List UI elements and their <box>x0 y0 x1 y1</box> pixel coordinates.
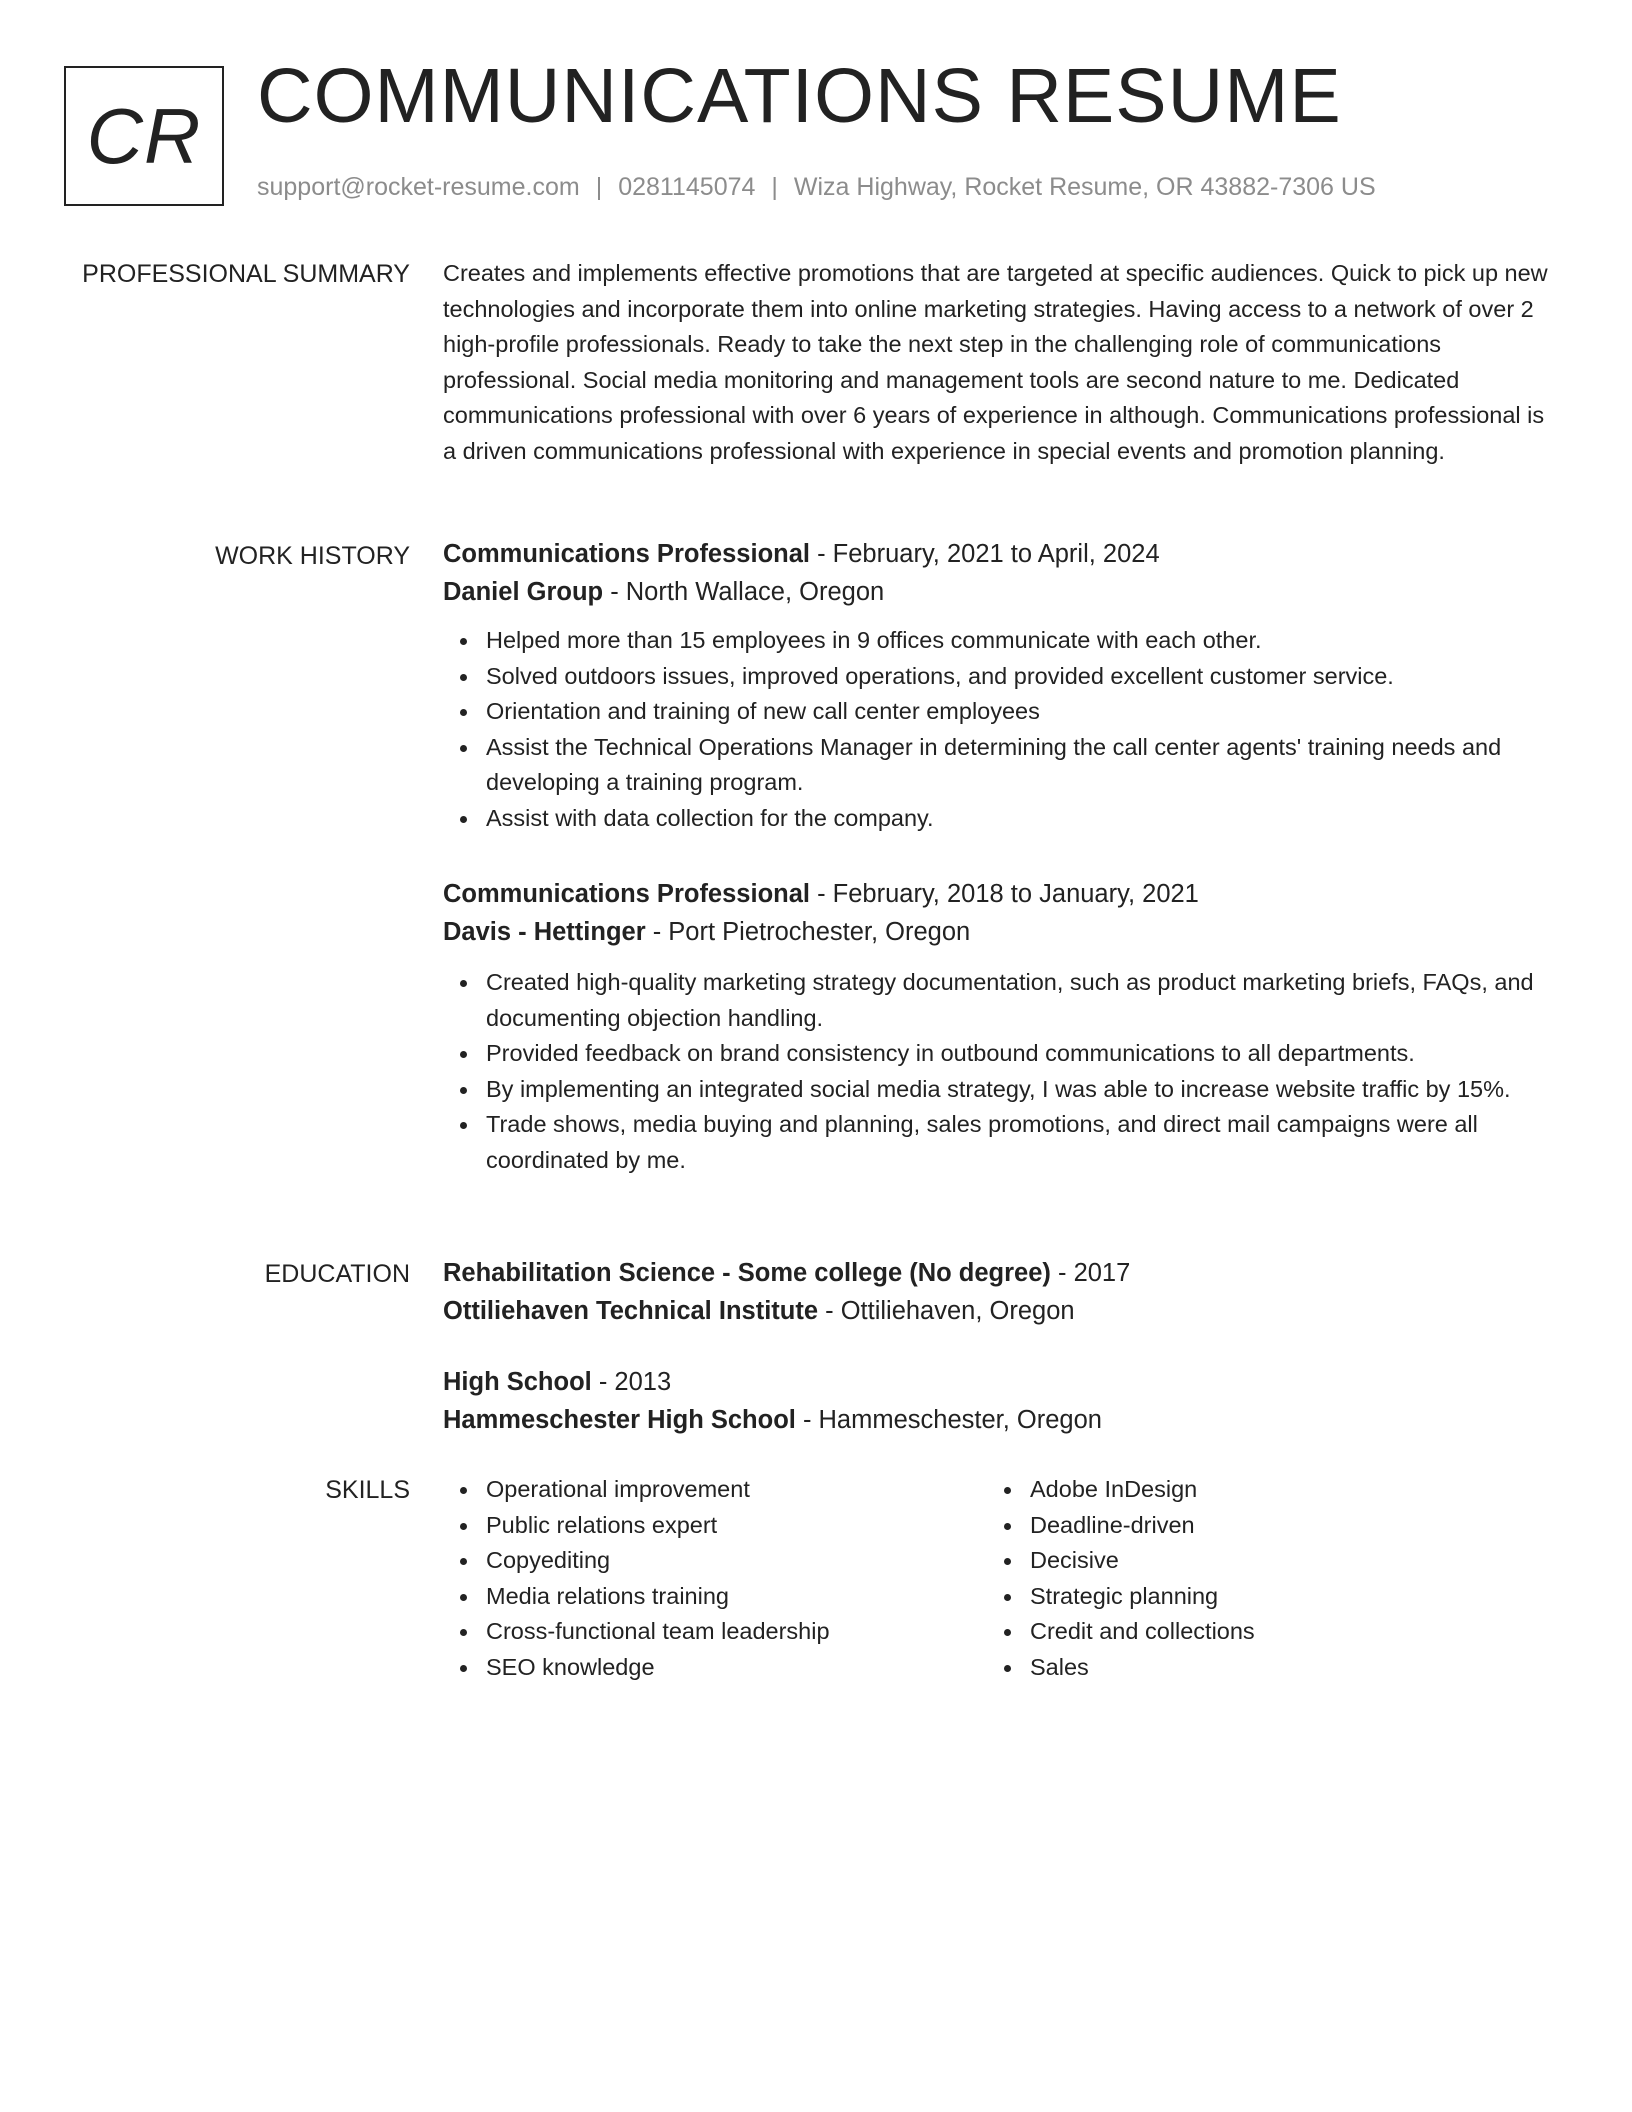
skill-item: Operational improvement <box>486 1472 987 1508</box>
education-degree: Rehabilitation Science - Some college (No degree) <box>443 1259 1051 1287</box>
job-bullet: By implementing an integrated social media strategy, I was able to increase website traffic by 15%. <box>486 1072 1553 1108</box>
education-school-line <box>443 1401 1553 1439</box>
section-label-summary: PROFESSIONAL SUMMARY <box>82 260 410 288</box>
skills-list-right <box>987 1472 1531 1685</box>
skill-item: Strategic planning <box>1030 1579 1531 1615</box>
skill-item: SEO knowledge <box>486 1650 987 1686</box>
section-label-work: WORK HISTORY <box>215 542 410 570</box>
skills-columns <box>443 1472 1553 1685</box>
job-dates: - February, 2021 to April, 2024 <box>810 540 1160 568</box>
education-entry <box>443 1254 1553 1330</box>
section-label-skills: SKILLS <box>325 1476 410 1504</box>
job-bullet: Helped more than 15 employees in 9 offices communicate with each other. <box>486 623 1553 659</box>
contact-phone: 0281145074 <box>618 173 756 201</box>
job-bullet: Created high-quality marketing strategy documentation, such as product marketing briefs, FAQs, and documenting objection handling. <box>486 965 1553 1036</box>
resume-title: COMMUNICATIONS RESUME <box>257 53 1342 139</box>
job-bullet: Assist the Technical Operations Manager in determining the call center agents' training needs and developing a training program. <box>486 730 1553 801</box>
job-title: Communications Professional <box>443 880 810 908</box>
skills-block <box>443 1472 1553 1685</box>
job-company-line <box>443 913 1553 951</box>
skill-item: Media relations training <box>486 1579 987 1615</box>
monogram-box <box>64 66 224 206</box>
education-degree: High School <box>443 1368 592 1396</box>
job-dates: - February, 2018 to January, 2021 <box>810 880 1199 908</box>
education-degree-line <box>443 1254 1553 1292</box>
job-bullets <box>443 623 1553 836</box>
skill-item: Cross-functional team leadership <box>486 1614 987 1650</box>
job-bullet: Orientation and training of new call center employees <box>486 694 1553 730</box>
job-bullet: Solved outdoors issues, improved operations, and provided excellent customer service. <box>486 659 1553 695</box>
job-title: Communications Professional <box>443 540 810 568</box>
education-degree-line <box>443 1363 1553 1401</box>
contact-separator: | <box>595 173 603 201</box>
job-entry <box>443 535 1553 836</box>
skill-item: Copyediting <box>486 1543 987 1579</box>
skill-item: Credit and collections <box>1030 1614 1531 1650</box>
monogram-initials: CR <box>86 91 202 180</box>
contact-email: support@rocket-resume.com <box>257 173 580 201</box>
job-company: Davis - Hettinger <box>443 918 646 946</box>
education-entry <box>443 1363 1553 1439</box>
education-school: Hammeschester High School <box>443 1406 796 1434</box>
education-location: - Ottiliehaven, Oregon <box>818 1297 1075 1325</box>
skill-item: Deadline-driven <box>1030 1508 1531 1544</box>
job-company-line <box>443 573 1553 611</box>
contact-address: Wiza Highway, Rocket Resume, OR 43882-7306 US <box>793 173 1376 201</box>
skill-item: Decisive <box>1030 1543 1531 1579</box>
job-entry <box>443 875 1553 1178</box>
job-bullet: Provided feedback on brand consistency in outbound communications to all departments. <box>486 1036 1553 1072</box>
skill-item: Sales <box>1030 1650 1531 1686</box>
job-bullet: Assist with data collection for the company. <box>486 801 1553 837</box>
job-title-line <box>443 875 1553 913</box>
job-bullets <box>443 965 1553 1178</box>
job-bullet: Trade shows, media buying and planning, sales promotions, and direct mail campaigns were all coordinated by me. <box>486 1107 1553 1178</box>
education-school-line <box>443 1292 1553 1330</box>
education-year: - 2017 <box>1050 1259 1131 1287</box>
skill-item: Adobe InDesign <box>1030 1472 1531 1508</box>
summary-text: Creates and implements effective promotions that are targeted at specific audiences. Quick to pick up new technologies and incorporate them into online marketing strategies. Having access to a network of over 2 high-profile professionals. Ready to take the next step in the challenging role of communications professional. Social media monitoring and management tools are second nature to me. Dedicated communications professional with over 6 years of experience in although. Communications professional is a driven communications professional with experience in special events and promotion planning. <box>443 260 1548 464</box>
job-location: - Port Pietrochester, Oregon <box>645 918 971 946</box>
skill-item: Public relations expert <box>486 1508 987 1544</box>
education-year: - 2013 <box>591 1368 672 1396</box>
section-label-education: EDUCATION <box>264 1260 410 1288</box>
contact-separator: | <box>771 173 778 201</box>
skills-list-left <box>443 1472 987 1685</box>
contact-line <box>257 175 1376 200</box>
job-location: - North Wallace, Oregon <box>603 578 885 606</box>
education-school: Ottiliehaven Technical Institute <box>443 1297 819 1325</box>
job-title-line <box>443 535 1553 573</box>
job-company: Daniel Group <box>443 578 604 606</box>
education-location: - Hammeschester, Oregon <box>795 1406 1102 1434</box>
